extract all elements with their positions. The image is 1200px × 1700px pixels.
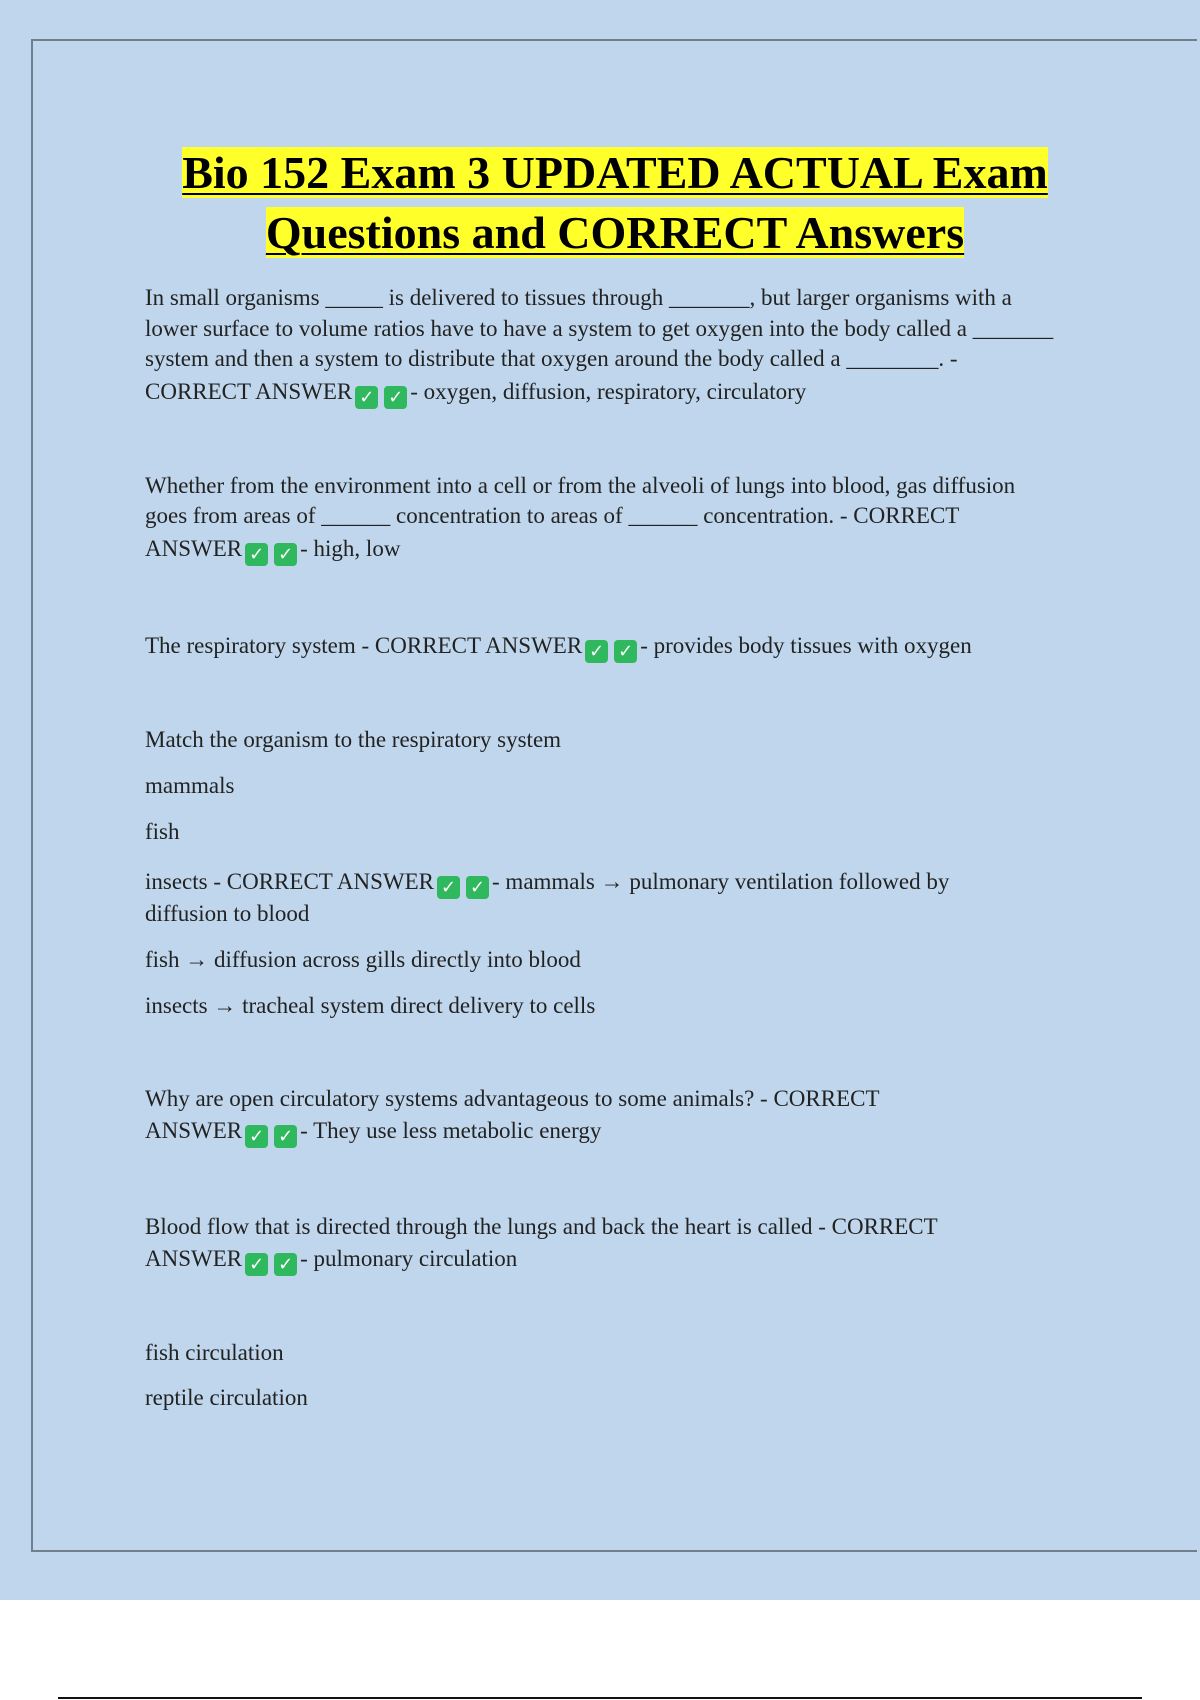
question-line: lower surface to volume ratios have to have a system to get oxygen into the body called a _______ [145,316,1054,341]
answer-line [145,866,1100,899]
check-mark-icon: ✓ [245,543,268,566]
check-mark-icon: ✓ [437,876,460,899]
question-line: system and then a system to distribute that oxygen around the body called a ________. - [145,346,958,371]
answer-line [145,533,1100,566]
title-line-2: Questions and CORRECT Answers [265,207,965,258]
answer-text: - mammals → pulmonary ventilation followed by [492,869,950,894]
question-text: insects - CORRECT ANSWER [145,869,435,894]
question-option: fish [145,819,180,844]
check-mark-icon: ✓ [245,1253,268,1276]
answer-text: - oxygen, diffusion, respiratory, circulatory [410,379,807,404]
check-mark-icon: ✓ [274,543,297,566]
question-line: fish circulation [145,1340,284,1365]
footer-rule [58,1697,1142,1699]
check-mark-icon: ✓ [355,386,378,409]
question-option: mammals [145,773,235,798]
question-line: Whether from the environment into a cell or from the alveoli of lungs into blood, gas diffusion [145,473,1016,498]
question-line: Why are open circulatory systems advantageous to some animals? - CORRECT [145,1086,880,1111]
answer-text: - pulmonary circulation [300,1246,518,1271]
answer-line: insects → tracheal system direct delivery to cells [145,993,596,1018]
answer-line [145,1243,1100,1276]
answer-label: CORRECT ANSWER [145,379,353,404]
answer-text: - high, low [300,536,401,561]
answer-line: fish → diffusion across gills directly into blood [145,947,581,972]
answer-text: - They use less metabolic energy [300,1118,602,1143]
document-title [60,143,1170,263]
question-line: reptile circulation [145,1385,308,1410]
check-mark-icon: ✓ [384,386,407,409]
question-line: Blood flow that is directed through the lungs and back the heart is called - CORRECT [145,1214,938,1239]
check-mark-icon: ✓ [274,1125,297,1148]
answer-label: ANSWER [145,1246,243,1271]
answer-line [145,376,1100,409]
answer-label: ANSWER [145,536,243,561]
answer-line [145,1115,1100,1148]
question-line: In small organisms _____ is delivered to tissues through _______, but larger organisms with a [145,285,1012,310]
title-line-1: Bio 152 Exam 3 UPDATED ACTUAL Exam [182,147,1048,198]
answer-label: ANSWER [145,1118,243,1143]
answer-text: - provides body tissues with oxygen [640,633,972,658]
question-line: goes from areas of ______ concentration to areas of ______ concentration. - CORRECT [145,503,960,528]
check-mark-icon: ✓ [585,640,608,663]
answer-line [145,630,1100,663]
question-line: Match the organism to the respiratory system [145,727,562,752]
check-mark-icon: ✓ [274,1253,297,1276]
check-mark-icon: ✓ [245,1125,268,1148]
question-text: The respiratory system - CORRECT ANSWER [145,633,583,658]
check-mark-icon: ✓ [614,640,637,663]
answer-line: diffusion to blood [145,901,310,926]
check-mark-icon: ✓ [466,876,489,899]
